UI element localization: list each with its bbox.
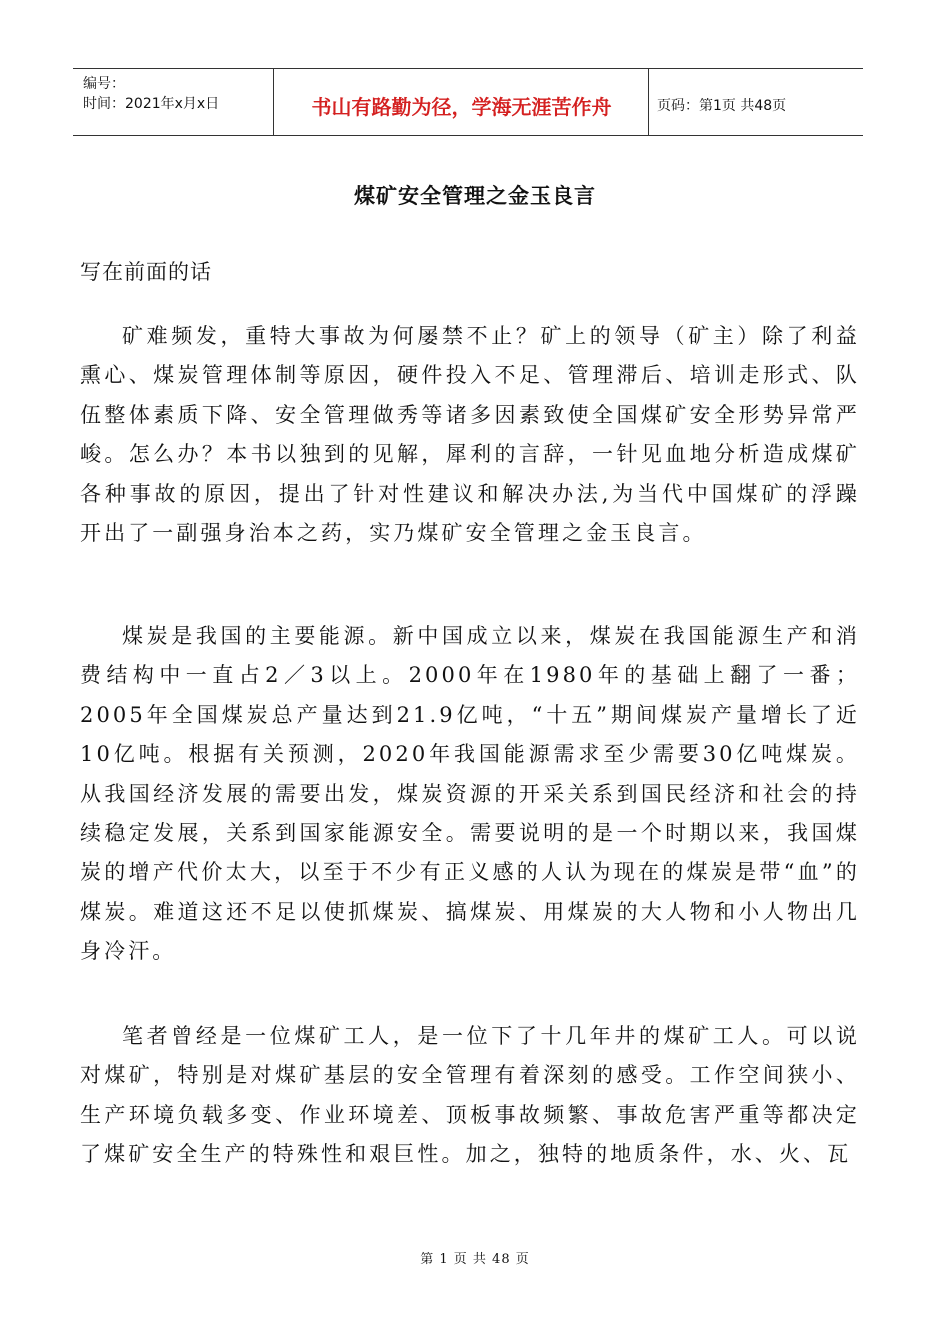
document-header <box>73 68 863 136</box>
document-title: 煤矿安全管理之金玉良言 <box>354 183 596 208</box>
body-paragraph: 笔者曾经是一位煤矿工人，是一位下了十几年井的煤矿工人。可以说对煤矿，特别是对煤矿基层的安全管理有着深刻的感受。工作空间狭小、生产环境负载多变、作业环境差、顶板事故频繁、事故危害严重等都决定了煤矿安全生产的特殊性和艰巨性。加之，独特的地质条件，水、火、瓦 <box>80 1024 860 1167</box>
header-motto-cell <box>273 69 649 135</box>
number-label: 编号： <box>83 76 125 92</box>
header-motto: 书山有路勤为径，学海无涯苦作舟 <box>311 95 612 119</box>
body-paragraph: 煤炭是我国的主要能源。新中国成立以来，煤炭在我国能源生产和消费结构中一直占2／3以上。2000年在1980年的基础上翻了一番；2005年全国煤炭总产量达到21.9亿吨，“十五”期间煤炭产量增长了近10亿吨。根据有关预测，2020年我国能源需求至少需要30亿吨煤炭。从我国经济发展的需要出发，煤炭资源的开采关系到国民经济和社会的持续稳定发展，关系到国家能源安全。需要说明的是一个时期以来，我国煤炭的增产代价太大，以至于不少有正义感的人认为现在的煤炭是带“血”的煤炭。难道这还不足以使抓煤炭、搞煤炭、用煤炭的大人物和小人物出几身冷汗。 <box>80 624 860 964</box>
header-page-cell <box>648 69 864 135</box>
header-meta-cell <box>73 69 273 135</box>
section-heading: 写在前面的话 <box>80 260 212 284</box>
page-footer: 第 1 页 共 48 页 <box>420 1252 530 1267</box>
body-paragraph: 矿难频发，重特大事故为何屡禁不止？矿上的领导（矿主）除了利益熏心、煤炭管理体制等原因，硬件投入不足、管理滞后、培训走形式、队伍整体素质下降、安全管理做秀等诸多因素致使全国煤矿安全形势异常严峻。怎么办？本书以独到的见解，犀利的言辞，一针见血地分析造成煤矿各种事故的原因，提出了针对性建议和解决办法,为当代中国煤矿的浮躁开出了一副强身治本之药，实乃煤矿安全管理之金玉良言。 <box>80 324 860 546</box>
header-page-info: 页码：第1页 共48页 <box>657 98 787 114</box>
time-label: 时间：2021年x月x日 <box>83 96 220 112</box>
